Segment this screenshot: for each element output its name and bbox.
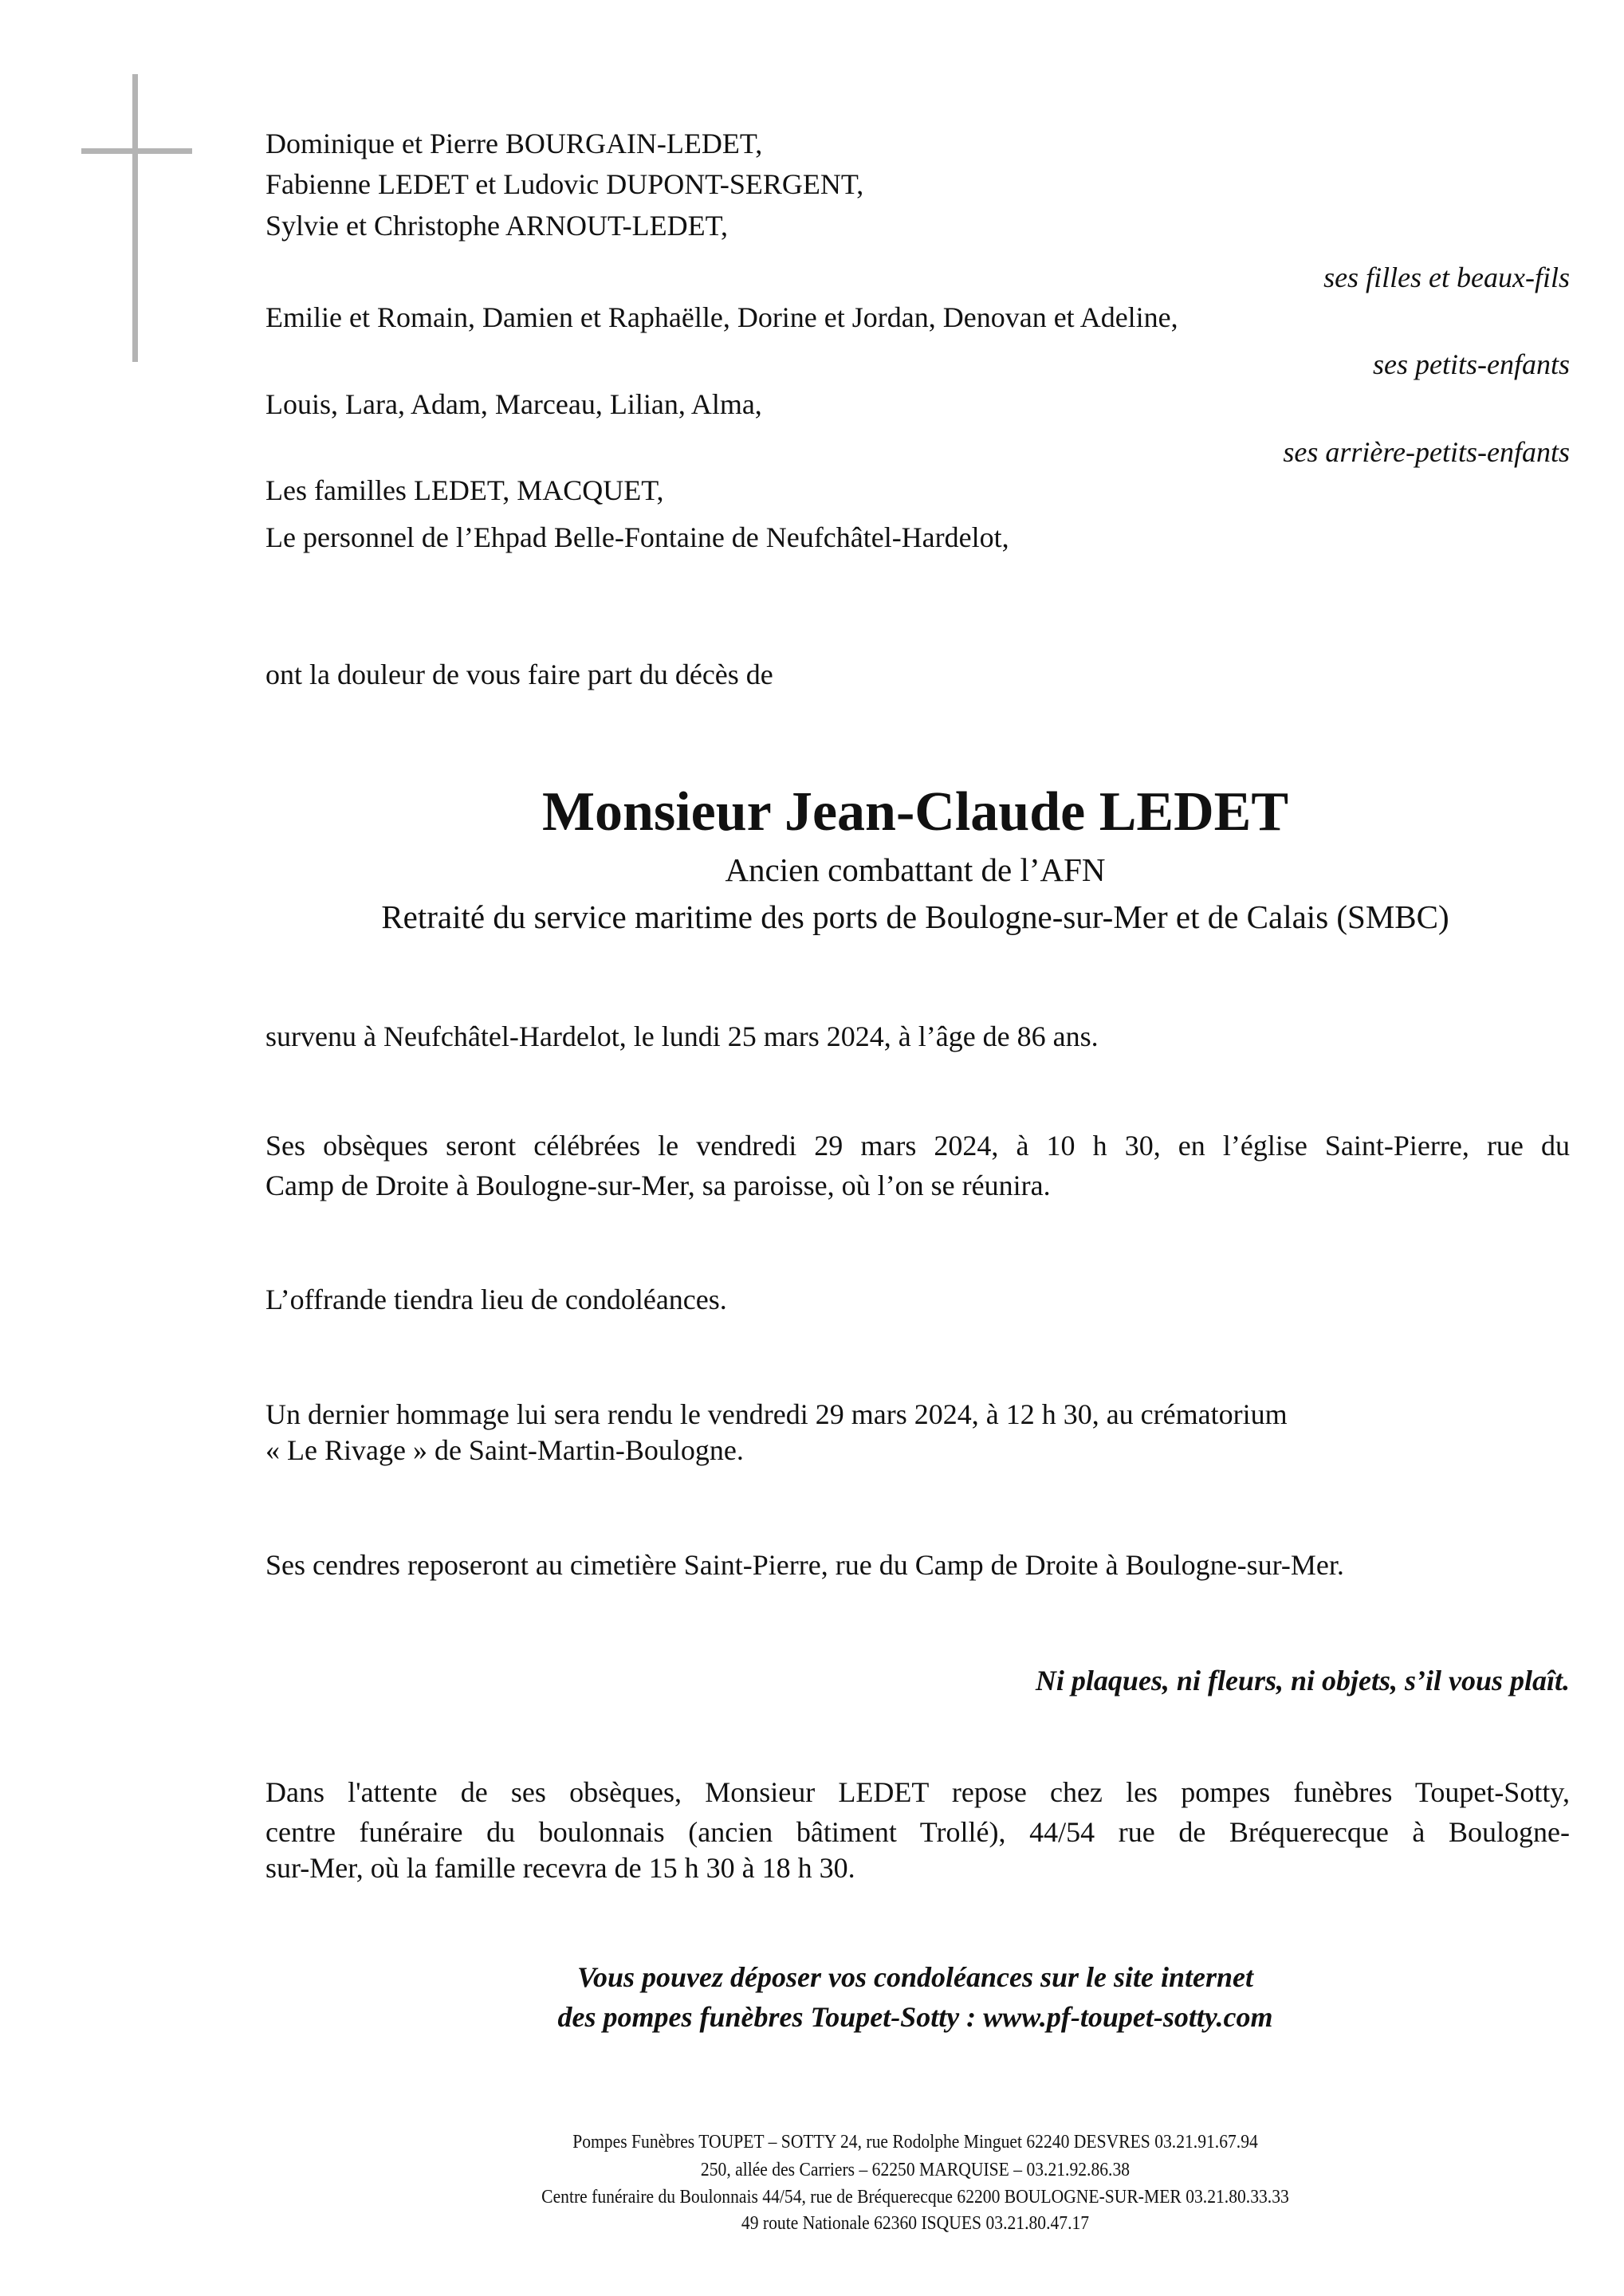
family-line: Dominique et Pierre BOURGAIN-LEDET, <box>265 128 763 159</box>
footer-line: 250, allée des Carriers – 62250 MARQUISE – 03.21.92.86.38 <box>700 2160 1131 2180</box>
rest-info: Dans l'attente de ses obsèques, Monsieur LEDET repose chez les pompes funèbres Toupet-Sotty, <box>265 1776 1570 1808</box>
funeral-info: Ses obsèques seront célébrées le vendredi 29 mars 2024, à 10 h 30, en l’église Saint-Pierre, rue du <box>265 1130 1570 1162</box>
footer-line: 49 route Nationale 62360 ISQUES 03.21.80.47.17 <box>741 2213 1090 2234</box>
deceased-subtitle: Ancien combattant de l’AFN <box>725 851 1106 888</box>
tribute-info: « Le Rivage » de Saint-Martin-Boulogne. <box>265 1434 744 1466</box>
ashes-info: Ses cendres reposeront au cimetière Saint-Pierre, rue du Camp de Droite à Boulogne-sur-Mer. <box>265 1549 1344 1581</box>
deceased-subtitle: Retraité du service maritime des ports de Boulogne-sur-Mer et de Calais (SMBC) <box>381 898 1449 935</box>
rest-info: centre funéraire du boulonnais (ancien bâtiment Trollé), 44/54 rue de Bréquerecque à Boulogne- <box>265 1816 1570 1848</box>
no-flowers-notice: Ni plaques, ni fleurs, ni objets, s’il vous plaît. <box>1035 1665 1570 1696</box>
relation-label: ses arrière-petits-enfants <box>1283 436 1570 468</box>
footer-line: Centre funéraire du Boulonnais 44/54, rue de Bréquerecque 62200 BOULOGNE-SUR-MER 03.21.80.33.33 <box>541 2187 1289 2208</box>
family-line: Louis, Lara, Adam, Marceau, Lilian, Alma, <box>265 388 762 420</box>
rest-info: sur-Mer, où la famille recevra de 15 h 30 à 18 h 30. <box>265 1852 855 1884</box>
death-info: survenu à Neufchâtel-Hardelot, le lundi 25 mars 2024, à l’âge de 86 ans. <box>265 1020 1099 1052</box>
family-line: Les familles LEDET, MACQUET, <box>265 474 664 506</box>
family-line: Le personnel de l’Ehpad Belle-Fontaine de Neufchâtel-Hardelot, <box>265 521 1009 553</box>
cross-horizontal-bar <box>81 148 192 154</box>
family-line: Fabienne LEDET et Ludovic DUPONT-SERGENT, <box>265 168 864 200</box>
footer-line: Pompes Funèbres TOUPET – SOTTY 24, rue Rodolphe Minguet 62240 DESVRES 03.21.91.67.94 <box>572 2132 1258 2152</box>
deceased-name: Monsieur Jean-Claude LEDET <box>541 781 1289 843</box>
tribute-info: Un dernier hommage lui sera rendu le vendredi 29 mars 2024, à 12 h 30, au crématorium <box>265 1398 1288 1430</box>
family-line: Sylvie et Christophe ARNOUT-LEDET, <box>265 210 728 242</box>
cross-vertical-bar <box>132 74 138 362</box>
family-line: Emilie et Romain, Damien et Raphaëlle, Dorine et Jordan, Denovan et Adeline, <box>265 301 1178 333</box>
condolences-notice: Vous pouvez déposer vos condoléances sur le site internet <box>576 1961 1253 1993</box>
offering-info: L’offrande tiendra lieu de condoléances. <box>265 1284 727 1315</box>
relation-label: ses filles et beaux-fils <box>1323 261 1570 293</box>
relation-label: ses petits-enfants <box>1373 348 1570 380</box>
announcement: ont la douleur de vous faire part du décès de <box>265 659 773 690</box>
condolences-website: des pompes funèbres Toupet-Sotty : www.pf-toupet-sotty.com <box>557 2001 1273 2033</box>
funeral-info: Camp de Droite à Boulogne-sur-Mer, sa paroisse, où l’on se réunira. <box>265 1170 1051 1201</box>
